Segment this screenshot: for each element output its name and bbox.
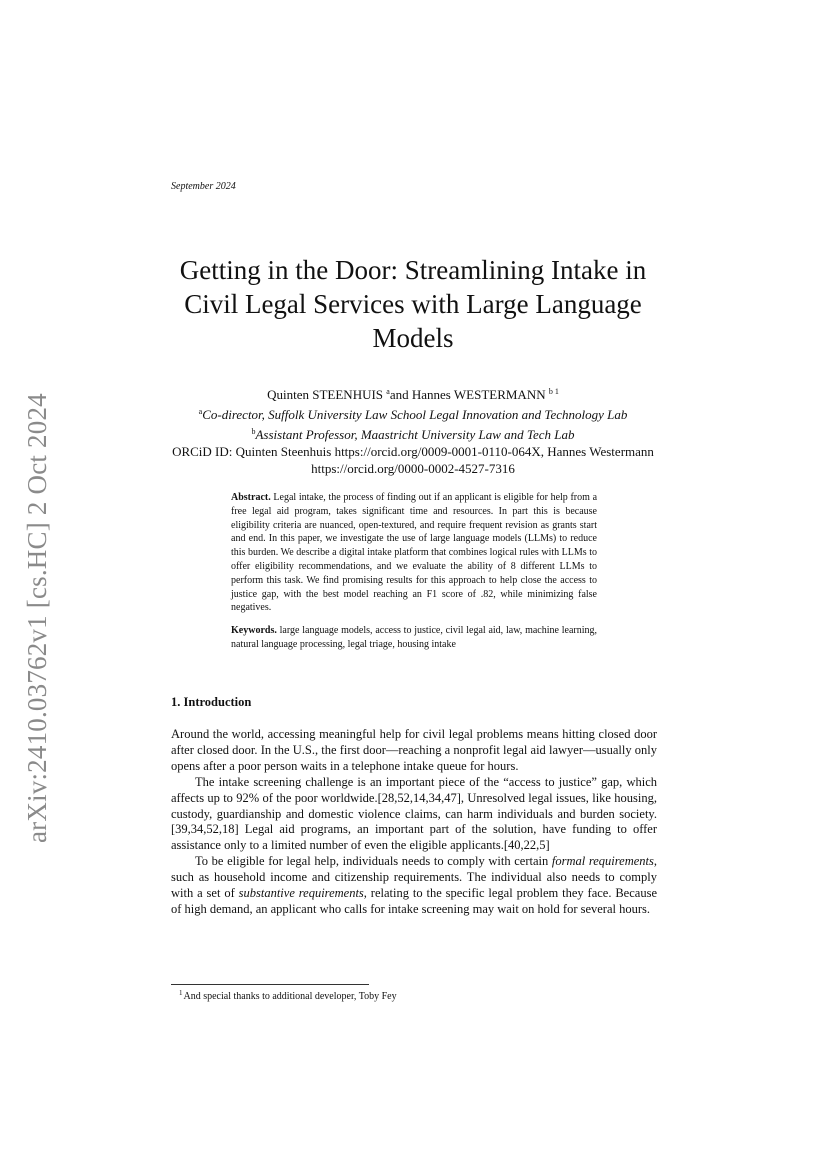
footnote-mark: 1	[179, 989, 183, 997]
body-paragraph-3: To be eligible for legal help, individuals needs to comply with certain formal requirements, such as household income and citizenship requirements. The individual also needs to comply with a set of substantive requirements, relating to the specific legal problem they face. Because of high demand, an applicant who calls for intake screening may wait on hold for several hours.	[171, 854, 657, 916]
abstract-text: Legal intake, the process of finding out if an applicant is eligible for help from a free legal aid program, takes significant time and resources. In part this is because eligibility criteria are nuanced, open-textured, and require frequent revision as grants start and end. In this paper, we investigate the use of large language models (LLMs) to reduce this burden. We describe a digital intake platform that combines logical rules with LLMs to offer eligibility recommendations, and we evaluate the ability of 8 different LLMs to perform this task. We find promising results for this approach to help close the access to justice gap, with the best model reaching an F1 score of .82, while minimizing false negatives.	[231, 492, 598, 614]
keywords-label: Keywords.	[231, 625, 277, 637]
author-line	[160, 383, 666, 403]
footnote-text: And special thanks to additional developer, Toby Fey	[183, 991, 397, 1002]
abstract-block	[231, 491, 597, 652]
author-block	[160, 383, 666, 477]
abstract-label: Abstract.	[231, 492, 271, 503]
body-paragraph-2: The intake screening challenge is an important piece of the “access to justice” gap, which affects up to 92% of the poor worldwide.[28,52,14,34,47], Unresolved legal issues, like housing, custody, guardianship and domestic violence claims, can harm individuals and burden society. [39,34,52,18] Legal aid programs, an important part of the solution, have funding to offer assistance only to a limited number of even the eligible applicants.[40,22,5]	[171, 774, 657, 853]
paper-title: Getting in the Door: Streamlining Intake in Civil Legal Services with Large Language Models	[179, 255, 647, 353]
emphasis-formal-requirements: formal requirements	[551, 854, 654, 869]
header-date: September 2024	[171, 181, 236, 192]
emphasis-substantive-requirements: substantive requirements	[238, 886, 364, 901]
affiliation-b: $^b$Assistant Professor, Maastricht University Law and Tech Lab	[251, 427, 575, 442]
orcid-line: ORCiD ID: Quinten Steenhuis https://orcid.org/0009-0001-0110-064X, Hannes Westermann https://orcid.org/0000-0002-4527-7316	[172, 444, 654, 476]
footnote	[171, 989, 397, 1002]
affiliation-a: $^a$Co-director, Suffolk University Law School Legal Innovation and Technology Lab	[198, 407, 628, 422]
section-heading-introduction: 1. Introduction	[171, 695, 252, 709]
keywords-text: large language models, access to justice, civil legal aid, law, machine learning, natural language processing, legal triage, housing intake	[231, 625, 598, 650]
author-name-1: Quinten STEENHUIS	[267, 387, 384, 402]
arxiv-identifier-stamp: arXiv:2410.03762v1 [cs.HC] 2 Oct 2024	[22, 393, 52, 843]
body-paragraph-1: Around the world, accessing meaningful help for civil legal problems means hitting closed door after closed door. In the U.S., the first door—reaching a nonprofit legal aid lawyer—usually only opens after a poor person waits in a telephone intake queue for hours.	[171, 727, 657, 773]
author-name-2: and Hannes WESTERMANN	[389, 387, 546, 402]
introduction-body	[171, 727, 657, 918]
author-affil-mark-a: a	[386, 387, 390, 396]
author-affil-mark-b: b 1	[548, 387, 559, 396]
footnote-rule	[171, 984, 369, 985]
abstract-paragraph	[231, 491, 597, 615]
keywords-paragraph	[231, 624, 597, 652]
